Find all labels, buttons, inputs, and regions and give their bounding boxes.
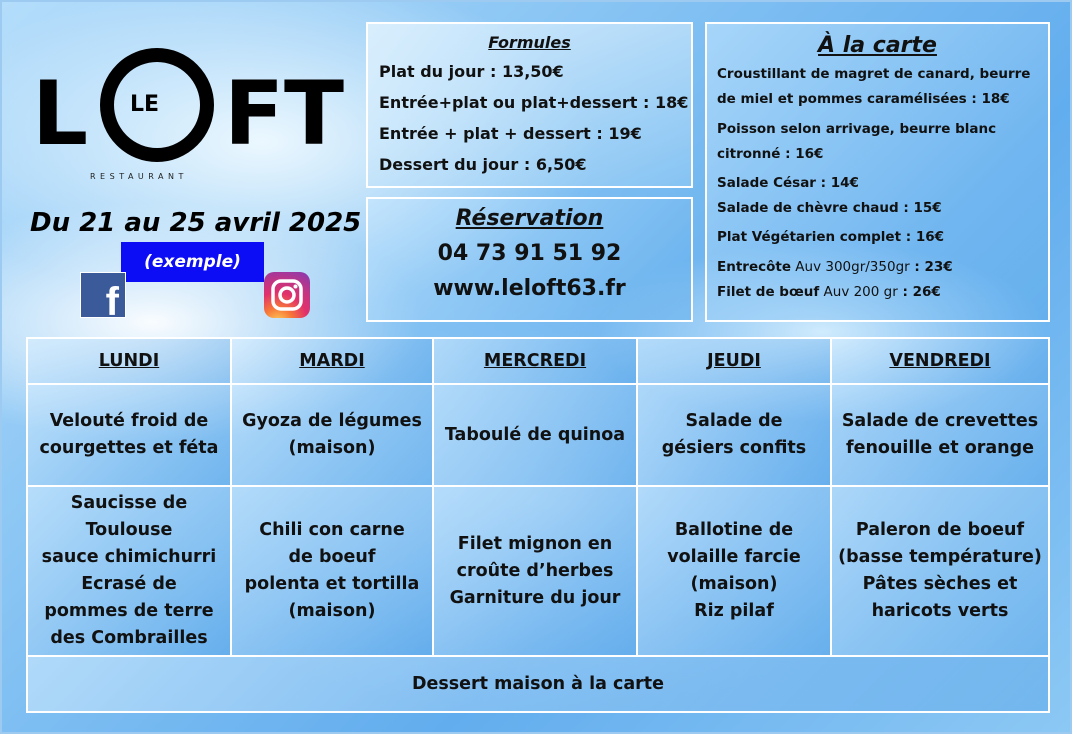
- carte-line: Entrecôte Auv 300gr/350gr : 23€: [717, 259, 953, 275]
- carte-line: de miel et pommes caramélisées : 18€: [717, 91, 1010, 107]
- facebook-icon[interactable]: [80, 272, 126, 318]
- main-course-cell: Saucisse de Toulouse sauce chimichurri Ecrasé de pommes de terre des Combrailles: [26, 485, 232, 657]
- formule-item: Entrée+plat ou plat+dessert : 18€: [379, 93, 689, 112]
- facebook-glyph: f: [105, 280, 119, 318]
- logo-subtitle: RESTAURANT: [90, 172, 188, 181]
- formule-item: Dessert du jour : 6,50€: [379, 155, 587, 174]
- carte-line: citronné : 16€: [717, 146, 824, 162]
- main-course-cell: Chili con carne de boeuf polenta et tortilla (maison): [230, 485, 434, 657]
- dessert-row: Dessert maison à la carte: [26, 655, 1050, 713]
- carte-title: À la carte: [818, 33, 937, 58]
- carte-line: Salade de chèvre chaud : 15€: [717, 200, 942, 216]
- instagram-icon[interactable]: [264, 272, 310, 318]
- logo-letter-l: L: [32, 62, 89, 165]
- reservation-phone[interactable]: 04 73 91 51 92: [437, 241, 622, 266]
- day-header-vendredi: VENDREDI: [830, 337, 1050, 385]
- carte-line: Plat Végétarien complet : 16€: [717, 229, 945, 245]
- a-la-carte-box: [705, 22, 1050, 322]
- reservation-title: Réservation: [455, 206, 604, 231]
- day-header-mardi: MARDI: [230, 337, 434, 385]
- formule-item: Plat du jour : 13,50€: [379, 62, 564, 81]
- loft-logo: [32, 42, 352, 192]
- carte-line: Croustillant de magret de canard, beurre: [717, 66, 1031, 82]
- logo-letter-t: T: [284, 62, 345, 165]
- logo-le: LE: [130, 92, 160, 117]
- formules-box: [366, 22, 693, 188]
- carte-line: Filet de bœuf Auv 200 gr : 26€: [717, 284, 941, 300]
- logo-letter-f: F: [224, 62, 285, 165]
- formules-title: Formules: [488, 33, 571, 52]
- starter-cell: Taboulé de quinoa: [432, 383, 638, 487]
- carte-line: Poisson selon arrivage, beurre blanc: [717, 121, 997, 137]
- main-course-cell: Ballotine de volaille farcie (maison) Riz pilaf: [636, 485, 832, 657]
- day-header-lundi: LUNDI: [26, 337, 232, 385]
- starter-cell: Velouté froid de courgettes et féta: [26, 383, 232, 487]
- carte-line: Salade César : 14€: [717, 175, 859, 191]
- reservation-website[interactable]: www.leloft63.fr: [433, 276, 626, 301]
- main-course-cell: Filet mignon en croûte d’herbes Garniture du jour: [432, 485, 638, 657]
- formule-item: Entrée + plat + dessert : 19€: [379, 124, 642, 143]
- starter-cell: Salade de gésiers confits: [636, 383, 832, 487]
- main-course-cell: Paleron de boeuf (basse température) Pâtes sèches et haricots verts: [830, 485, 1050, 657]
- example-badge: (exemple): [121, 242, 264, 282]
- weekly-menu-table: [26, 337, 1050, 713]
- instagram-glyph-icon: [264, 272, 310, 318]
- day-header-mercredi: MERCREDI: [432, 337, 638, 385]
- day-header-jeudi: JEUDI: [636, 337, 832, 385]
- reservation-box: [366, 197, 693, 322]
- starter-cell: Salade de crevettes fenouille et orange: [830, 383, 1050, 487]
- starter-cell: Gyoza de légumes (maison): [230, 383, 434, 487]
- date-range: Du 21 au 25 avril 2025: [30, 208, 362, 238]
